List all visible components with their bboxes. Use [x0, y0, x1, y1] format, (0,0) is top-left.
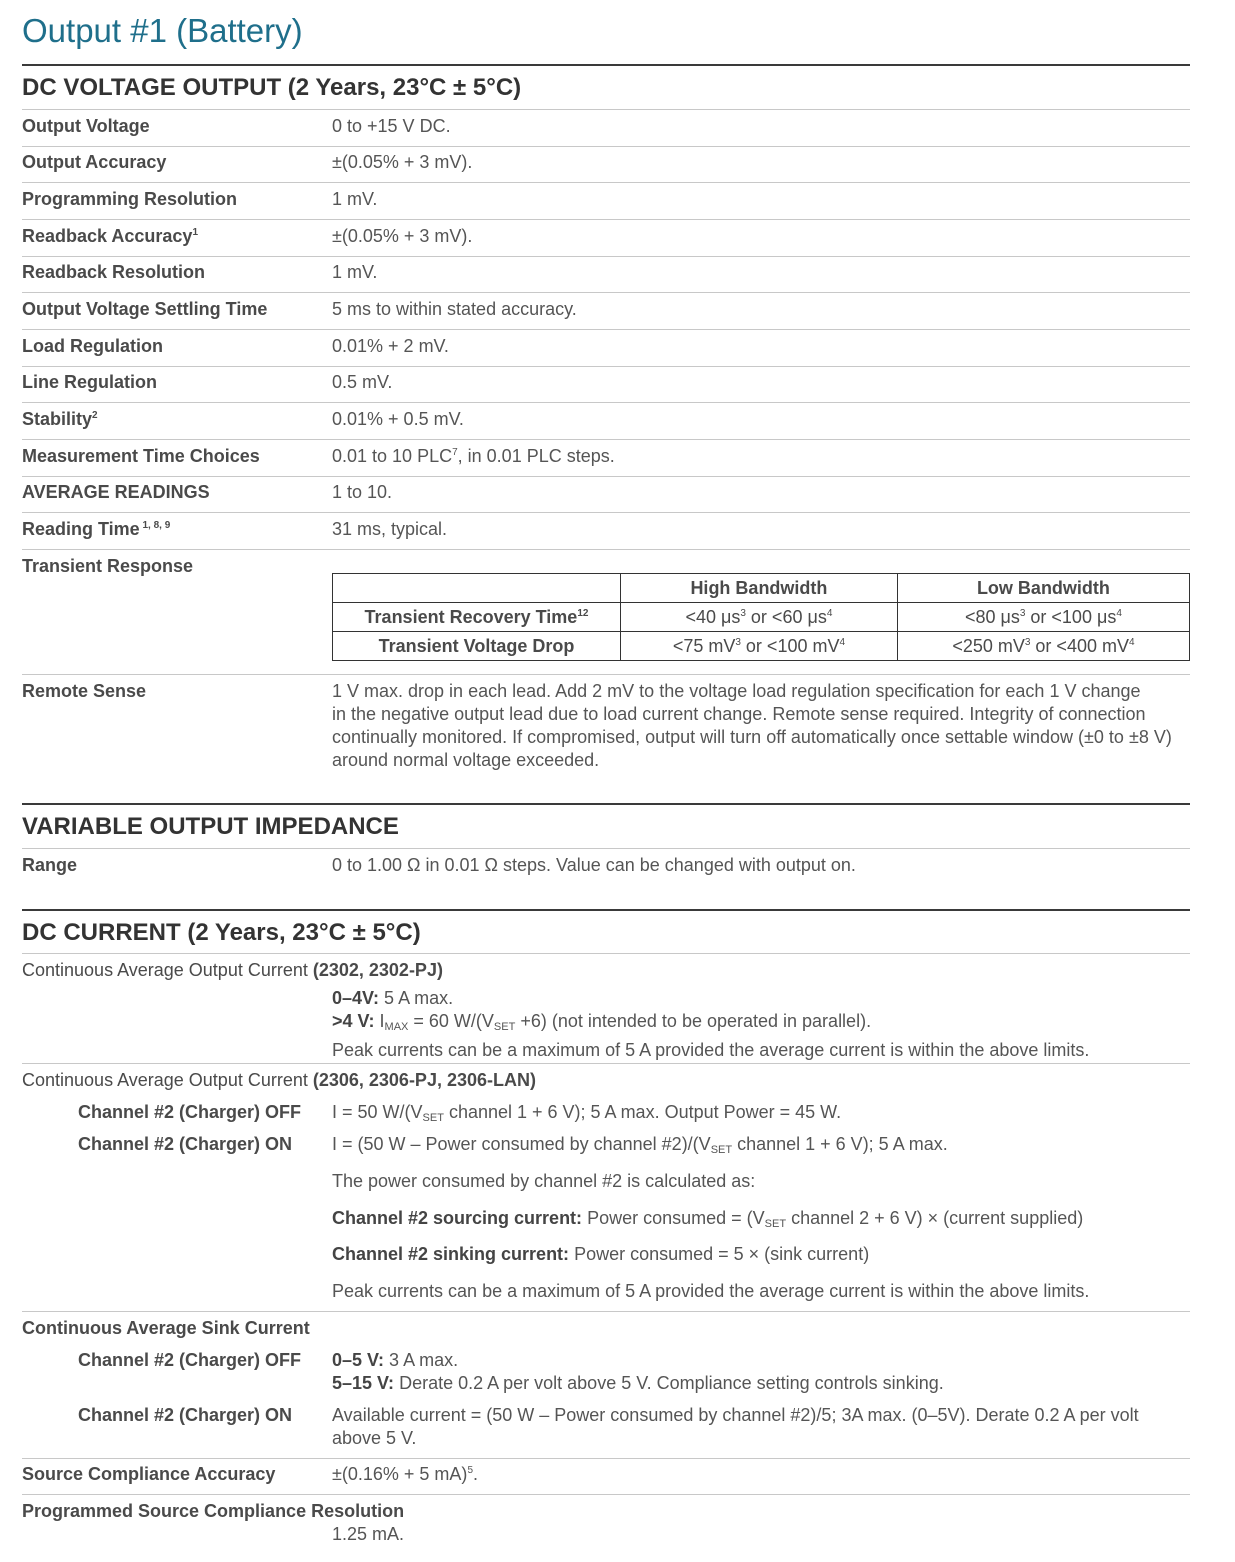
charger-on-value: I = (50 W – Power consumed by channel $\#2)/(V_{SET}$ channel 1 + 6 V); 5 A max.: [332, 1134, 948, 1156]
section-heading-variable-impedance: VARIABLE OUTPUT IMPEDANCE: [22, 813, 399, 840]
row-divider: [22, 1063, 1190, 1064]
output-voltage-value: 0 to +15 V DC.: [332, 116, 451, 136]
table-cell: <40 $\mu s^3$ or <60 $\mu s^4$: [621, 603, 898, 632]
line-regulation-label: Line Regulation: [22, 372, 157, 392]
sink-charger-on-label: Channel #2 (Charger) ON: [78, 1405, 293, 1425]
charger-on-label: Channel #2 (Charger) ON: [78, 1134, 293, 1154]
settling-time-label: Output Voltage Settling Time: [22, 299, 268, 319]
programming-resolution-value: 1 mV.: [332, 189, 378, 209]
transient-response-label: Transient Response: [22, 556, 194, 576]
table-corner-cell: [333, 574, 621, 603]
line-regulation-value: 0.5 mV.: [332, 372, 393, 392]
output-accuracy-value: ±(0.05% + 3 mV).: [332, 152, 473, 172]
programming-resolution-label: Programming Resolution: [22, 189, 238, 209]
footnote-ref: 1: [192, 227, 198, 238]
table-cell: <75 $mV^3$ or <100 $mV^4$: [621, 632, 898, 661]
row-divider: [22, 1458, 1190, 1459]
readback-resolution-value: 1 mV.: [332, 262, 378, 282]
row-divider: [22, 329, 1190, 330]
stability-label: Stability$^2$: [22, 409, 98, 429]
row-divider: [22, 219, 1190, 220]
transient-response-table: [332, 573, 1190, 661]
remote-sense-label: Remote Sense: [22, 681, 147, 701]
measurement-time-value: 0.01 to 10 PLC$^7$, in 0.01 PLC steps.: [332, 446, 615, 466]
measurement-time-label: Measurement Time Choices: [22, 446, 260, 466]
remote-sense-value: 1 V max. drop in each lead. Add 2 mV to the voltage load regulation specification for each 1 V change in the negative output lead due to load current change. Remote sense required. Integrity of connection continually monitored. If compromised, output will turn off automatically once settable window (±0 to ±8 V) around normal voltage exceeded.: [332, 681, 1172, 770]
footnote-ref: 1, 8, 9: [139, 520, 171, 531]
sourcing-current-formula: Channel #2 sourcing current: Power consumed = ($V_{SET}$ channel 2 + 6 V) × (current supplied): [332, 1208, 1084, 1230]
row-divider: [22, 292, 1190, 293]
row-divider: [22, 848, 1190, 849]
row-divider: [22, 146, 1190, 147]
range-label: Range: [22, 855, 78, 875]
section-divider: [22, 909, 1190, 911]
row-divider: [22, 549, 1190, 550]
row-header-recovery-time: Transient Recovery Time$^{12}$: [333, 603, 621, 632]
row-divider: [22, 476, 1190, 477]
footnote-ref: 2: [92, 410, 98, 421]
table-cell: <250 $mV^3$ or <400 $mV^4$: [897, 632, 1189, 661]
charger-off-value: I = 50 $W/(V_{SET}$ channel 1 + 6 V); 5 A max. Output Power = 45 W.: [332, 1102, 842, 1124]
section-divider: [22, 803, 1190, 805]
low-bandwidth-header: Low Bandwidth: [897, 574, 1189, 603]
row-divider: [22, 439, 1190, 440]
continuous-output-current-2302-label: Continuous Average Output Current (2302, 2302-PJ): [22, 960, 443, 980]
load-regulation-value: 0.01% + 2 mV.: [332, 336, 449, 356]
row-divider: [22, 1311, 1190, 1312]
row-header-voltage-drop: Transient Voltage Drop: [333, 632, 621, 661]
row-divider: [22, 512, 1190, 513]
power-calc-intro: The power consumed by channel #2 is calculated as:: [332, 1171, 756, 1191]
sink-charger-on-value: Available current = (50 W – Power consumed by channel #2)/5; 3A max. (0–5V). Derate 0.2 A per volt above 5 V.: [332, 1405, 1139, 1448]
row-divider: [22, 256, 1190, 257]
table-header-row: [333, 574, 1190, 603]
row-divider: [22, 674, 1190, 675]
continuous-sink-current-label: Continuous Average Sink Current: [22, 1318, 310, 1338]
readback-accuracy-value: ±(0.05% + 3 mV).: [332, 226, 473, 246]
readback-resolution-label: Readback Resolution: [22, 262, 206, 282]
continuous-output-current-2302-value: 0–4V: 5 A max. >4 V: $I_{MAX} = 60$ $W/(V_{SET} +6)$ (not intended to be operated in parallel). Peak currents can be a maximum of 5 A provided the average current is within the above limits.: [332, 988, 1090, 1060]
average-readings-value: 1 to 10.: [332, 482, 393, 502]
source-compliance-accuracy-value: ±(0.16% + 5 mA)$^5$.: [332, 1464, 479, 1484]
average-readings-label: AVERAGE READINGS: [22, 482, 210, 502]
continuous-output-current-2306-label: Continuous Average Output Current (2306, 2306-PJ, 2306-LAN): [22, 1070, 536, 1090]
range-value: 0 to 1.00 Ω in 0.01 Ω steps. Value can be changed with output on.: [332, 855, 856, 875]
row-divider: [22, 182, 1190, 183]
row-divider: [22, 402, 1190, 403]
programmed-compliance-resolution-value: 1.25 mA.: [332, 1524, 405, 1544]
row-divider: [22, 953, 1190, 954]
readback-accuracy-label: Readback Accuracy$^1$: [22, 226, 198, 246]
table-row: [333, 632, 1190, 661]
load-regulation-label: Load Regulation: [22, 336, 163, 356]
output-voltage-label: Output Voltage: [22, 116, 150, 136]
section-heading-dc-current: DC CURRENT (2 Years, 23°C ± 5°C): [22, 919, 421, 946]
reading-time-label: Reading Time $^{1, 8, 9}$: [22, 519, 171, 539]
output-accuracy-label: Output Accuracy: [22, 152, 167, 172]
source-compliance-accuracy-label: Source Compliance Accuracy: [22, 1464, 276, 1484]
peak-currents-note: Peak currents can be a maximum of 5 A provided the average current is within the above limits.: [332, 1281, 1090, 1301]
stability-value: 0.01% + 0.5 mV.: [332, 409, 464, 429]
charger-off-label: Channel #2 (Charger) OFF: [78, 1102, 302, 1122]
table-row: [333, 603, 1190, 632]
row-divider: [22, 109, 1190, 110]
high-bandwidth-header: High Bandwidth: [621, 574, 898, 603]
section-divider: [22, 64, 1190, 66]
page-title: Output #1 (Battery): [22, 12, 303, 49]
sink-charger-off-label: Channel #2 (Charger) OFF: [78, 1350, 302, 1370]
section-heading-dc-voltage: DC VOLTAGE OUTPUT (2 Years, 23°C ± 5°C): [22, 74, 522, 101]
sinking-current-formula: Channel #2 sinking current: Power consumed = 5 × (sink current): [332, 1244, 870, 1264]
table-cell: <80 $\mu s^3$ or <100 $\mu s^4$: [897, 603, 1189, 632]
row-divider: [22, 366, 1190, 367]
sink-charger-off-value: 0–5 V: 3 A max. 5–15 V: Derate 0.2 A per volt above 5 V. Compliance setting controls sinking.: [332, 1350, 944, 1393]
settling-time-value: 5 ms to within stated accuracy.: [332, 299, 577, 319]
row-divider: [22, 1494, 1190, 1495]
reading-time-value: 31 ms, typical.: [332, 519, 448, 539]
programmed-compliance-resolution-label: Programmed Source Compliance Resolution: [22, 1501, 405, 1521]
